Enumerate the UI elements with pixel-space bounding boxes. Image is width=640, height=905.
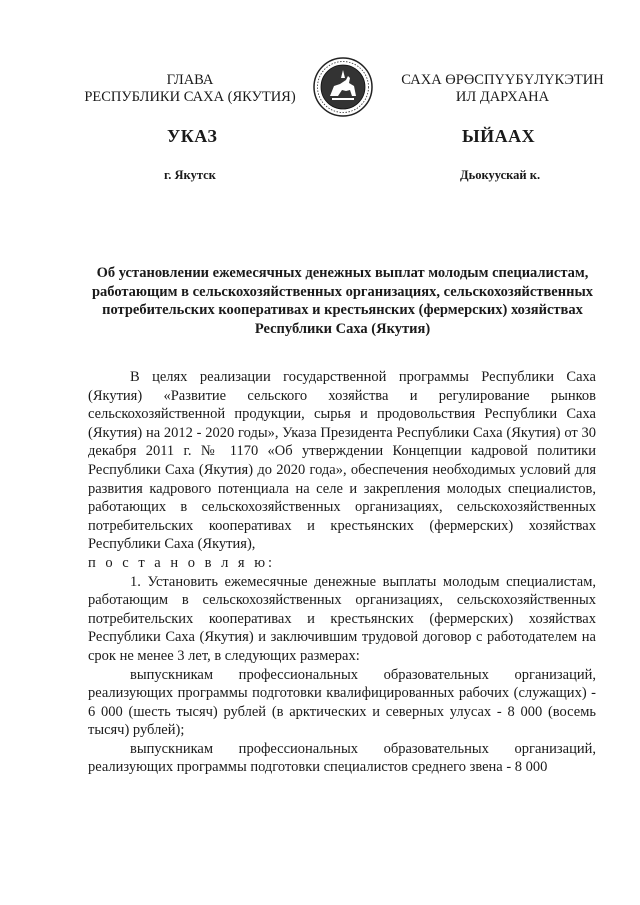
city-ru: г. Якутск	[164, 168, 216, 182]
item-1-graduates-workers: выпускникам профессиональных образовательных организаций, реализующих программы подготовки квалифицированных рабочих (служащих) - 6 000 (шесть тысяч) рублей (в арктических и северных улусах - 8 000 (восемь тысяч) рублей);	[88, 666, 596, 739]
issuer-sakha	[385, 72, 620, 106]
issuer-ru	[80, 72, 300, 106]
city-sakha: Дьокуускай к.	[460, 168, 541, 182]
issuer-ru-line2: РЕСПУБЛИКИ САХА (ЯКУТИЯ)	[84, 89, 296, 105]
item-1-paragraph: 1. Установить ежемесячные денежные выплаты молодым специалистам, работающим в сельскохозяйственных организациях, сельскохозяйственных потребительских кооперативах и крестьянских (фермерских) хозяйствах Республики Саха (Якутия) и заключившим трудовой договор с работодателем на срок не менее 3 лет, в следующих размерах:	[88, 573, 596, 664]
item-1-graduates-specialists: выпускникам профессиональных образовательных организаций, реализующих программы подготовки специалистов среднего звена - 8 000	[88, 740, 596, 776]
issuer-sakha-line2: ИЛ ДАРХАНА	[455, 89, 550, 105]
coat-of-arms-emblem	[312, 56, 374, 118]
document-body	[88, 368, 596, 777]
preamble-paragraph: В целях реализации государственной программы Республики Саха (Якутия) «Развитие сельского хозяйства и регулирование рынков сельскохозяйственной продукции, сырья и продовольствия Республики Саха (Якутия) на 2012 - 2020 годы», Указа Президента Республики Саха (Якутия) от 30 декабря 2011 г. № 1170 «Об утверждении Концепции кадровой политики Республики Саха (Якутия) до 2020 года», обеспечения необходимых условий для развития кадрового потенциала на селе и закрепления молодых специалистов, работающих в сельскохозяйственных организациях, сельскохозяйственных потребительских кооперативах и крестьянских (фермерских) хозяйствах Республики Саха (Якутия),	[88, 369, 596, 553]
resolve-line: п о с т а н о в л я ю:	[88, 554, 276, 571]
issuer-ru-line1: ГЛАВА	[166, 72, 214, 88]
document-title: Об установлении ежемесячных денежных выплат молодым специалистам, работающим в сельскохозяйственных организациях, сельскохозяйственных потребительских кооперативах и крестьянских (фермерских) хозяйствах Республики Саха (Якутия)	[91, 265, 594, 337]
issuer-sakha-line1: САХА ӨРӨСПҮҮБҮЛҮКЭТИН	[401, 72, 604, 88]
decree-title-sakha: ЫЙААХ	[462, 126, 536, 146]
decree-title-ru: УКАЗ	[167, 126, 218, 146]
